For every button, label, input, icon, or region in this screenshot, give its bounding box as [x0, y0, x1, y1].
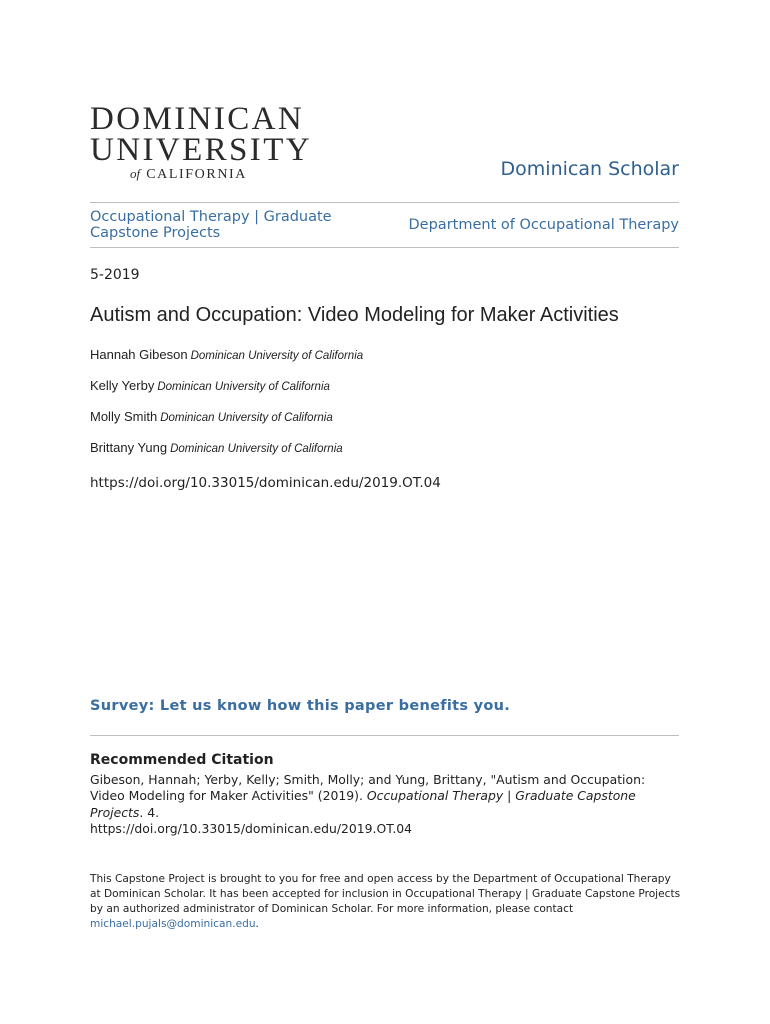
citation-doi[interactable]: https://doi.org/10.33015/dominican.edu/2019.OT.04 [90, 821, 413, 837]
divider-citation [90, 735, 679, 736]
contact-email-link[interactable]: michael.pujals@dominican.edu [90, 918, 256, 930]
author-item [90, 378, 330, 393]
divider-bottom [90, 247, 679, 248]
logo-california: CALIFORNIA [146, 167, 248, 182]
author-affiliation: Dominican University of California [190, 350, 364, 362]
site-name-link[interactable]: Dominican Scholar [500, 158, 679, 180]
author-name: Brittany Yung [90, 440, 168, 455]
citation-body: Gibeson, Hannah; Yerby, Kelly; Smith, Molly; and Yung, Brittany, "Autism and Occupation: Video Modeling for Maker Activities" (2019). [90, 772, 646, 804]
logo-line-california [130, 166, 302, 183]
author-item [90, 440, 343, 455]
author-item [90, 409, 333, 424]
survey-link[interactable]: Survey: Let us know how this paper benefits you. [90, 698, 511, 714]
author-name: Kelly Yerby [90, 378, 155, 393]
author-affiliation: Dominican University of California [160, 412, 333, 424]
citation-number: . 4. [139, 804, 160, 820]
collection-link[interactable]: Occupational Therapy | Graduate Capstone Projects [90, 209, 332, 241]
access-notice [90, 872, 682, 932]
logo-of: of [130, 166, 141, 181]
author-affiliation: Dominican University of California [157, 381, 330, 393]
logo-line-dominican: DOMINICAN [90, 101, 305, 137]
doi-link[interactable]: https://doi.org/10.33015/dominican.edu/2019.OT.04 [90, 475, 441, 491]
author-name: Hannah Gibeson [90, 347, 188, 362]
department-link[interactable]: Department of Occupational Therapy [408, 217, 679, 233]
author-affiliation: Dominican University of California [170, 443, 343, 455]
notice-text: This Capstone Project is brought to you for free and open access by the Department of Occupational Therapy at Dominican Scholar. It has been accepted for inclusion in Occupational Therapy | Graduate Capstone Projects by an authorized administrator of Dominican Scholar. For more information, please contact [90, 873, 681, 915]
citation-heading: Recommended Citation [90, 752, 274, 768]
citation-series: Occupational Therapy | Graduate Capstone Projects [90, 788, 636, 820]
author-item [90, 347, 363, 362]
citation-text [90, 772, 682, 838]
divider-top [90, 202, 679, 203]
paper-title: Autism and Occupation: Video Modeling for Maker Activities [90, 304, 619, 326]
university-logo [90, 101, 312, 183]
author-name: Molly Smith [90, 409, 158, 424]
logo-line-university: UNIVERSITY [90, 132, 312, 168]
publication-date: 5-2019 [90, 267, 140, 283]
notice-end: . [255, 918, 259, 930]
